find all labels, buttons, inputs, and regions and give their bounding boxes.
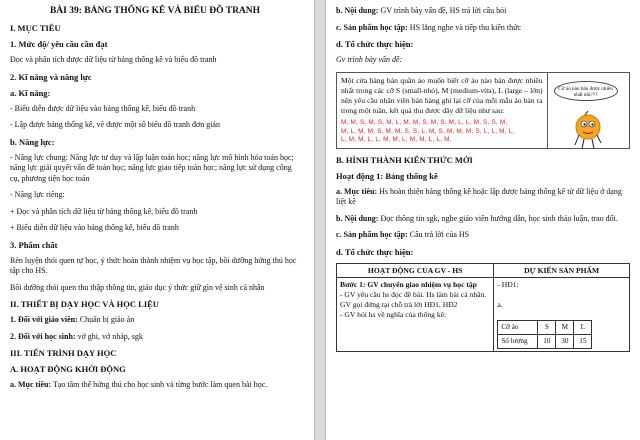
- activity-product: c. Sản phẩm học tập: Câu trả lời của HS: [336, 230, 470, 240]
- section-heading: b. Năng lực:: [10, 136, 55, 147]
- table-cell-gv: [337, 277, 494, 351]
- section-b-heading: B. HÌNH THÀNH KIẾN THỨC MỚI: [336, 154, 473, 165]
- hd1-label: - HĐ1:: [497, 279, 519, 289]
- mini-header-cell: L: [574, 320, 592, 334]
- section-heading: A. HOẠT ĐỘNG KHỞI ĐỘNG: [10, 364, 126, 374]
- paragraph: - Lập được bảng thống kê, vẽ được một số biểu đồ tranh đơn giản: [10, 120, 220, 129]
- org-heading: d. Tổ chức thực hiện:: [336, 39, 414, 49]
- document-page-right: [326, 0, 640, 440]
- sizes-line: L, M, M, L, L, M, M, L, M, M, L, L, M.: [341, 136, 452, 144]
- mini-header-cell: Cỡ áo: [498, 320, 538, 334]
- mini-row-cell: Số lượng: [498, 334, 538, 348]
- paragraph: Rèn luyện thói quen tự học, ý thức hoàn thành nhiệm vụ học tập, bồi dưỡng hứng thú học tập cho HS.: [10, 255, 297, 275]
- paragraph: Bồi dưỡng thói quen thu thập thông tin, giáo dục ý thức giữ gìn vệ sinh cá nhân: [10, 282, 265, 292]
- problem-box: [336, 72, 630, 149]
- table-header-gv: HOẠT ĐỘNG CỦA GV - HS: [337, 263, 494, 277]
- paragraph: + Đọc và phân tích dữ liệu từ bảng thống kê, biểu đồ tranh: [10, 206, 198, 216]
- mini-header-cell: M: [556, 320, 574, 334]
- table-cell-dk: [494, 277, 630, 351]
- section-heading: III. TIẾN TRÌNH DẠY HỌC: [10, 348, 117, 358]
- activity-content: b. Nội dung: Đọc thông tin sgk, nghe giáo viên hướng dẫn, học sinh thảo luận, trao đổi.: [336, 213, 618, 223]
- section-heading: 1. Mức độ/ yêu cầu cần đạt: [10, 39, 108, 49]
- mini-header-cell: S: [538, 320, 556, 334]
- paragraph: + Biểu diễn dữ liệu vào bảng thống kê, biểu đồ tranh: [10, 223, 179, 232]
- intro-product: c. Sản phẩm học tập: HS lắng nghe và tiếp thu kiến thức: [336, 22, 521, 32]
- page-gutter: [314, 0, 326, 440]
- activity-goal: a. Mục tiêu: Hs hoàn thiện bảng thống kê hoặc lập được bảng thống kê từ dữ liệu ở dạng liệt kê: [336, 186, 622, 207]
- problem-label: Gv trình bày vấn đề:: [336, 55, 403, 64]
- section-heading: II. THIẾT BỊ DẠY HỌC VÀ HỌC LIỆU: [10, 299, 159, 309]
- section-heading: 2. Kĩ năng và năng lực: [10, 71, 92, 82]
- left-content: [10, 23, 300, 391]
- thinking-mascot-icon: [570, 105, 606, 151]
- mini-row-cell: 15: [574, 334, 592, 348]
- size-count-table: [497, 320, 592, 349]
- labeled-paragraph: a. Mục tiêu: Tạo tâm thế hứng thú cho học sinh và từng bước làm quen bài học.: [10, 380, 268, 389]
- section-heading: I. MỤC TIÊU: [10, 23, 61, 33]
- labeled-paragraph: 1. Đối với giáo viên: Chuẩn bị giáo án: [10, 315, 135, 324]
- problem-text: Một cửa hàng bán quần áo muốn biết cỡ áo nào bán được nhiều nhất trong các cỡ S (small-nhỏ), M (medium-vừa), L (large – lớn) nên yêu cầu nhân viên bán hàng ghi lại cỡ của mỗi mẫu áo bán ra trong một tuần, kết quả thu được dãy dữ liệu như sau: M, M, S, M, S, M, L, M, M, S, M, S, M, L, L, M, S, S, M, M, L, M, M, S, M, M, S, S, L, M, S, M, M, M, S, L, L, M, L, L, M, M, L, L, M, M, L, M, M, L, L, M.: [337, 73, 548, 148]
- mini-row-cell: 10: [538, 334, 556, 348]
- table-header-dk: DỰ KIẾN SẢN PHẨM: [494, 263, 630, 277]
- org-heading-2: d. Tổ chức thực hiện:: [336, 246, 414, 257]
- step-line: - GV yêu cầu hs đọc đề bài. Hs làm bài cá nhân. GV gọi đứng tại chỗ trả lời HĐ1, HĐ2: [340, 289, 487, 309]
- paragraph: - Biểu diễn được dữ liệu vào bảng thống kê, biểu đồ tranh: [10, 103, 196, 113]
- intro-content: b. Nội dung: GV trình bày vấn đề, HS trả lời câu hỏi: [336, 6, 507, 15]
- activity-heading: Hoạt động 1: Bảng thống kê: [336, 170, 438, 181]
- labeled-paragraph: 2. Đối với học sinh: vở ghi, vở nháp, sgk: [10, 331, 143, 341]
- speech-bubble: Cỡ áo nào bán được nhiều nhất nhỉ???: [554, 81, 618, 101]
- paragraph: - Năng lực riêng:: [10, 190, 65, 199]
- sizes-line: M, M, S, M, S, M, L, M, M, S, M, S, M, L, L, M, S, S, M,: [341, 119, 508, 127]
- mini-row-cell: 30: [556, 334, 574, 348]
- lesson-title: BÀI 39: BẢNG THỐNG KÊ VÀ BIỂU ĐỒ TRANH: [49, 6, 261, 16]
- activity-table: [336, 263, 630, 352]
- step-title: Bước 1: GV chuyển giao nhiệm vụ học tập: [340, 279, 477, 289]
- paragraph: Đọc và phân tích được dữ liệu từ bảng thống kê và biểu đồ tranh: [10, 55, 217, 64]
- step-line: - GV hỏi hs về nghĩa của thống kê:: [340, 309, 447, 319]
- section-heading: 3. Phẩm chất: [10, 239, 58, 250]
- a-label: a.: [497, 299, 503, 309]
- sizes-data: [341, 119, 543, 144]
- problem-illustration: [548, 73, 629, 148]
- document-page-left: [0, 0, 314, 440]
- sizes-line: M, L, M, M, S, M, M, S, S, L, M, S, M, M, M, S, L, L, M, L,: [341, 127, 515, 135]
- section-heading: a. Kĩ năng:: [10, 87, 51, 98]
- paragraph: - Năng lực chung: Năng lực tư duy và lập luận toán học; năng lực mô hình hóa toán học; năng lực giải quyết vấn đề toán học; năng lực giao tiếp toán học; năng lực sử dụng công cụ, phương tiện học toán: [10, 152, 294, 183]
